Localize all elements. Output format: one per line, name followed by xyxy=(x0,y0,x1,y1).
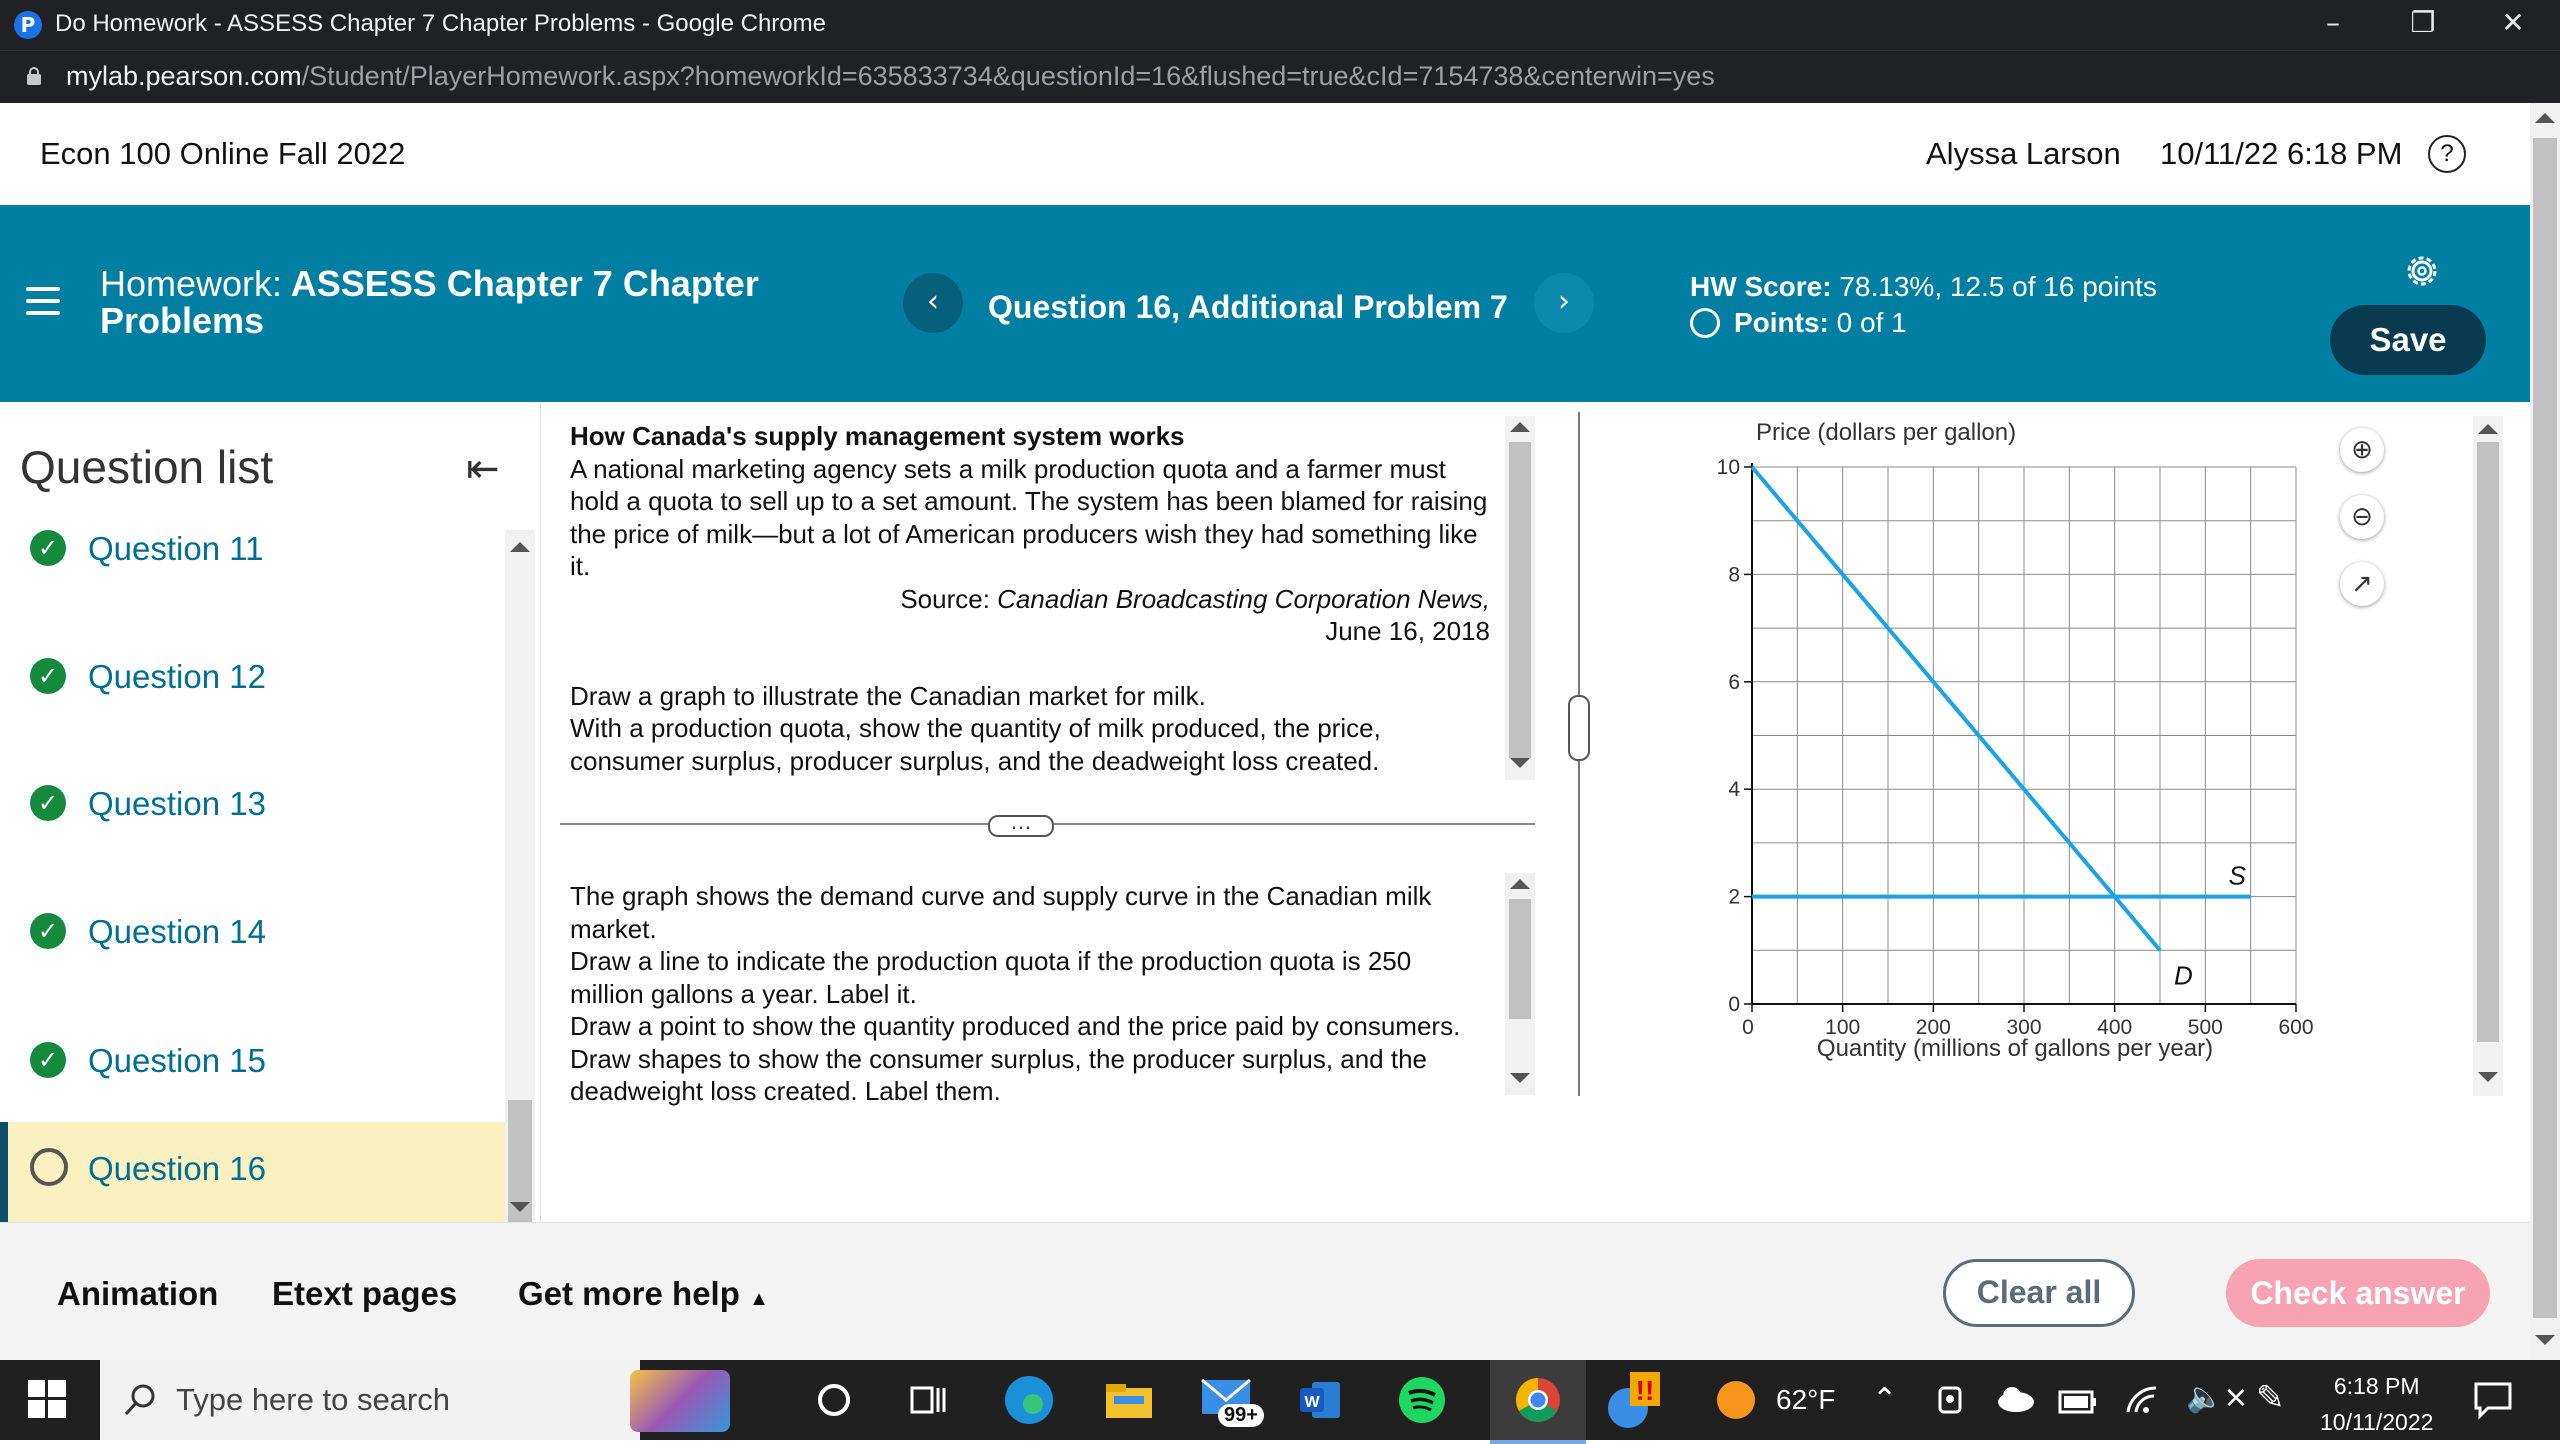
problem-bottom-scrollbar[interactable] xyxy=(1505,873,1535,1095)
question-list-scrollbar[interactable] xyxy=(505,530,535,1222)
unanswered-circle-icon xyxy=(30,1148,68,1186)
check-icon: ✓ xyxy=(30,1042,66,1078)
y-tick-label: 4 xyxy=(1728,778,1740,802)
x-tick-label: 300 xyxy=(2006,1016,2042,1039)
notification-app-icon[interactable] xyxy=(1606,1368,1662,1432)
mail-icon[interactable] xyxy=(1200,1374,1270,1430)
taskbar-search-box[interactable] xyxy=(100,1360,640,1440)
weather-temperature[interactable]: 62°F xyxy=(1776,1384,1836,1415)
graph-ticks xyxy=(1717,456,2314,1039)
chrome-taskbar-button[interactable] xyxy=(1490,1360,1586,1444)
settings-gear-icon[interactable] xyxy=(2402,251,2442,291)
app-header xyxy=(0,103,2530,206)
restore-icon[interactable]: ❐ xyxy=(2410,6,2436,39)
graph-series[interactable] xyxy=(1752,467,2251,990)
address-bar[interactable] xyxy=(0,50,2560,103)
clock-date: 10/11/2022 xyxy=(2320,1409,2434,1435)
question-list-item[interactable] xyxy=(0,630,505,730)
y-tick-label: 8 xyxy=(1728,563,1740,587)
curve-D[interactable] xyxy=(1752,467,2160,950)
edge-browser-icon[interactable] xyxy=(1003,1374,1055,1426)
etext-pages-link[interactable]: Etext pages xyxy=(272,1275,458,1312)
user-name: Alyssa Larson xyxy=(1926,136,2121,171)
x-axis-label: Quantity (millions of gallons per year) xyxy=(1816,1035,2214,1062)
weather-sun-icon[interactable] xyxy=(1716,1380,1756,1420)
next-question-button[interactable]: › xyxy=(1534,273,1594,333)
spotify-icon[interactable] xyxy=(1398,1376,1446,1424)
instruction-4: Draw shapes to show the consumer surplus, the producer surplus, and the deadweight loss created. Label them. xyxy=(570,1043,1428,1106)
scrollbar-thumb[interactable] xyxy=(2533,138,2557,1318)
window-title: Do Homework - ASSESS Chapter 7 Chapter Problems - Google Chrome xyxy=(55,10,826,37)
search-placeholder[interactable]: Type here to search xyxy=(176,1382,450,1417)
instruction-2: Draw a line to indicate the production quota if the production quota is 250 million gallons a year. Label it. xyxy=(570,946,1412,1009)
homework-header-band xyxy=(0,205,2530,402)
y-tick-label: 6 xyxy=(1728,670,1740,694)
open-external-icon[interactable]: ↗ xyxy=(2340,562,2384,606)
scrollbar-thumb[interactable] xyxy=(1509,899,1531,1019)
instruction-1: The graph shows the demand curve and supply curve in the Canadian milk market. xyxy=(570,881,1432,944)
resize-handle-icon[interactable]: … xyxy=(988,815,1054,837)
onedrive-cloud-icon[interactable] xyxy=(1996,1384,2036,1414)
question-list-panel xyxy=(0,402,541,1222)
points-status-icon xyxy=(1690,308,1720,338)
curve-label-S: S xyxy=(2228,860,2247,891)
problem-title: How Canada's supply management system works xyxy=(570,421,1185,451)
x-tick-label: 200 xyxy=(1915,1016,1951,1039)
instruction-3: Draw a point to show the quantity produced and the price paid by consumers. xyxy=(570,1011,1461,1041)
question-label[interactable]: Question 13 xyxy=(88,785,266,822)
chrome-icon xyxy=(1514,1376,1562,1424)
scroll-down-icon[interactable] xyxy=(510,1202,530,1212)
wifi-icon[interactable] xyxy=(2124,1384,2160,1416)
scrollbar-thumb[interactable] xyxy=(1509,442,1531,758)
check-icon: ✓ xyxy=(30,658,66,694)
question-list-heading: Question list xyxy=(20,441,274,493)
zoom-in-icon[interactable]: ⊕ xyxy=(2340,428,2384,472)
bottom-action-bar xyxy=(0,1222,2530,1361)
word-icon[interactable] xyxy=(1298,1378,1342,1422)
windows-taskbar xyxy=(0,1360,2560,1440)
problem-body: A national marketing agency sets a milk production quota and a farmer must hold a quota to sell up to a set amount. The system has been blamed for raising the price of milk—but a lot of American producers wish they had something like it. xyxy=(570,453,1488,581)
file-explorer-icon[interactable] xyxy=(1104,1378,1154,1422)
course-name[interactable]: Econ 100 Online Fall 2022 xyxy=(40,136,406,171)
check-answer-button[interactable]: Check answer xyxy=(2226,1259,2490,1327)
previous-question-button[interactable]: ‹ xyxy=(903,273,963,333)
pearson-logo-icon: P xyxy=(14,11,42,39)
graph-grid xyxy=(1752,467,2296,1004)
x-tick-label: 600 xyxy=(2278,1016,2314,1039)
resize-handle-icon[interactable] xyxy=(1568,695,1590,761)
problem-instructions xyxy=(570,880,1490,1106)
task-view-icon[interactable] xyxy=(906,1378,950,1422)
check-icon: ✓ xyxy=(30,530,66,566)
question-list-item-current[interactable] xyxy=(0,1122,513,1222)
clear-all-button[interactable]: Clear all xyxy=(1943,1259,2135,1327)
points: Points: 0 of 1 xyxy=(1690,307,1907,339)
zoom-out-icon[interactable]: ⊖ xyxy=(2340,495,2384,539)
question-list-item[interactable] xyxy=(0,757,505,857)
scroll-up-icon[interactable] xyxy=(1510,422,1530,432)
scroll-down-icon[interactable] xyxy=(2535,1335,2555,1345)
windows-start-icon[interactable] xyxy=(28,1380,66,1418)
clock-time: 6:18 PM xyxy=(2333,1373,2420,1399)
x-tick-label: 400 xyxy=(2097,1016,2133,1039)
question-list-item[interactable] xyxy=(0,1014,505,1114)
mail-badge: 99+ xyxy=(1218,1404,1264,1427)
question-list-item[interactable] xyxy=(0,502,505,602)
minimize-icon[interactable]: – xyxy=(2326,6,2340,39)
question-label[interactable]: Question 12 xyxy=(88,658,266,695)
scroll-up-icon[interactable] xyxy=(2478,424,2498,434)
y-axis-label: Price (dollars per gallon) xyxy=(1756,419,2017,446)
save-button[interactable]: Save xyxy=(2330,305,2486,375)
scroll-down-icon[interactable] xyxy=(1510,1073,1530,1083)
action-center-icon[interactable] xyxy=(2474,1382,2512,1418)
volume-muted-icon[interactable]: 🔈× xyxy=(2186,1380,2249,1415)
y-tick-label: 0 xyxy=(1728,993,1740,1016)
page-scrollbar[interactable] xyxy=(2530,103,2560,1360)
supply-demand-graph[interactable] xyxy=(1680,412,2314,1072)
menu-icon[interactable] xyxy=(26,287,60,323)
y-tick-label: 10 xyxy=(1716,456,1740,479)
svg-text:W: W xyxy=(1304,1394,1320,1411)
animation-link[interactable]: Animation xyxy=(57,1275,219,1312)
question-title: Question 16, Additional Problem 7 xyxy=(988,289,1508,325)
question-label[interactable]: Question 14 xyxy=(88,913,266,950)
question-label[interactable]: Question 16 xyxy=(88,1150,266,1187)
help-icon[interactable]: ? xyxy=(2428,135,2466,173)
problem-task-2: With a production quota, show the quantity of milk produced, the price, consumer surplus, producer surplus, and the deadweight loss created. xyxy=(570,713,1381,776)
scroll-up-icon[interactable] xyxy=(1510,879,1530,889)
close-icon[interactable]: ✕ xyxy=(2501,6,2525,39)
x-tick-label: 500 xyxy=(2187,1016,2223,1039)
scroll-up-icon[interactable] xyxy=(510,542,530,552)
check-icon: ✓ xyxy=(30,913,66,949)
problem-statement xyxy=(570,420,1490,780)
graph-scrollbar[interactable] xyxy=(2473,416,2503,1096)
question-label[interactable]: Question 15 xyxy=(88,1042,266,1079)
search-highlight-icon[interactable] xyxy=(630,1370,730,1432)
pen-icon[interactable]: ✎ xyxy=(2256,1378,2285,1418)
svg-text:!!: !! xyxy=(1635,1375,1655,1406)
collapse-panel-icon[interactable]: ⇤ xyxy=(466,446,500,492)
caret-up-icon: ▲ xyxy=(749,1288,769,1310)
current-datetime: 10/11/22 6:18 PM xyxy=(2160,136,2403,171)
question-label[interactable]: Question 11 xyxy=(88,530,264,567)
lock-icon xyxy=(26,67,42,85)
scroll-down-icon[interactable] xyxy=(2478,1072,2498,1082)
question-list-item[interactable] xyxy=(0,885,505,985)
problem-task-1: Draw a graph to illustrate the Canadian market for milk. xyxy=(570,680,1206,711)
x-tick-label: 100 xyxy=(1825,1016,1861,1039)
hw-score: HW Score: 78.13%, 12.5 of 16 points xyxy=(1690,271,2157,302)
problem-top-scrollbar[interactable] xyxy=(1505,416,1535,780)
cortana-icon[interactable] xyxy=(812,1378,856,1422)
meet-now-icon[interactable] xyxy=(1934,1382,1970,1418)
show-hidden-icons-icon[interactable]: ⌃ xyxy=(1872,1382,1898,1417)
homework-title: Homework: ASSESS Chapter 7 Chapter Problems xyxy=(100,263,759,341)
search-icon xyxy=(122,1382,158,1418)
problem-source: Source: Canadian Broadcasting Corporation News, June 16, 2018 xyxy=(900,583,1490,646)
url-text[interactable]: mylab.pearson.com/Student/PlayerHomework.aspx?homeworkId=635833734&questionId=16&flushed=true&cId=7154738&centerwin=yes xyxy=(66,61,1715,91)
taskbar-clock[interactable] xyxy=(2320,1368,2433,1440)
curve-label-D: D xyxy=(2174,960,2193,991)
scroll-up-icon[interactable] xyxy=(2535,113,2555,123)
x-tick-label: 0 xyxy=(1742,1016,1754,1039)
scrollbar-thumb[interactable] xyxy=(2477,442,2499,1042)
check-icon: ✓ xyxy=(30,785,66,821)
browser-title-bar xyxy=(0,0,2560,50)
y-tick-label: 2 xyxy=(1728,885,1740,909)
get-more-help-link[interactable]: Get more help ▲ xyxy=(518,1275,769,1312)
battery-icon[interactable] xyxy=(2058,1384,2098,1416)
scroll-down-icon[interactable] xyxy=(1510,758,1530,768)
